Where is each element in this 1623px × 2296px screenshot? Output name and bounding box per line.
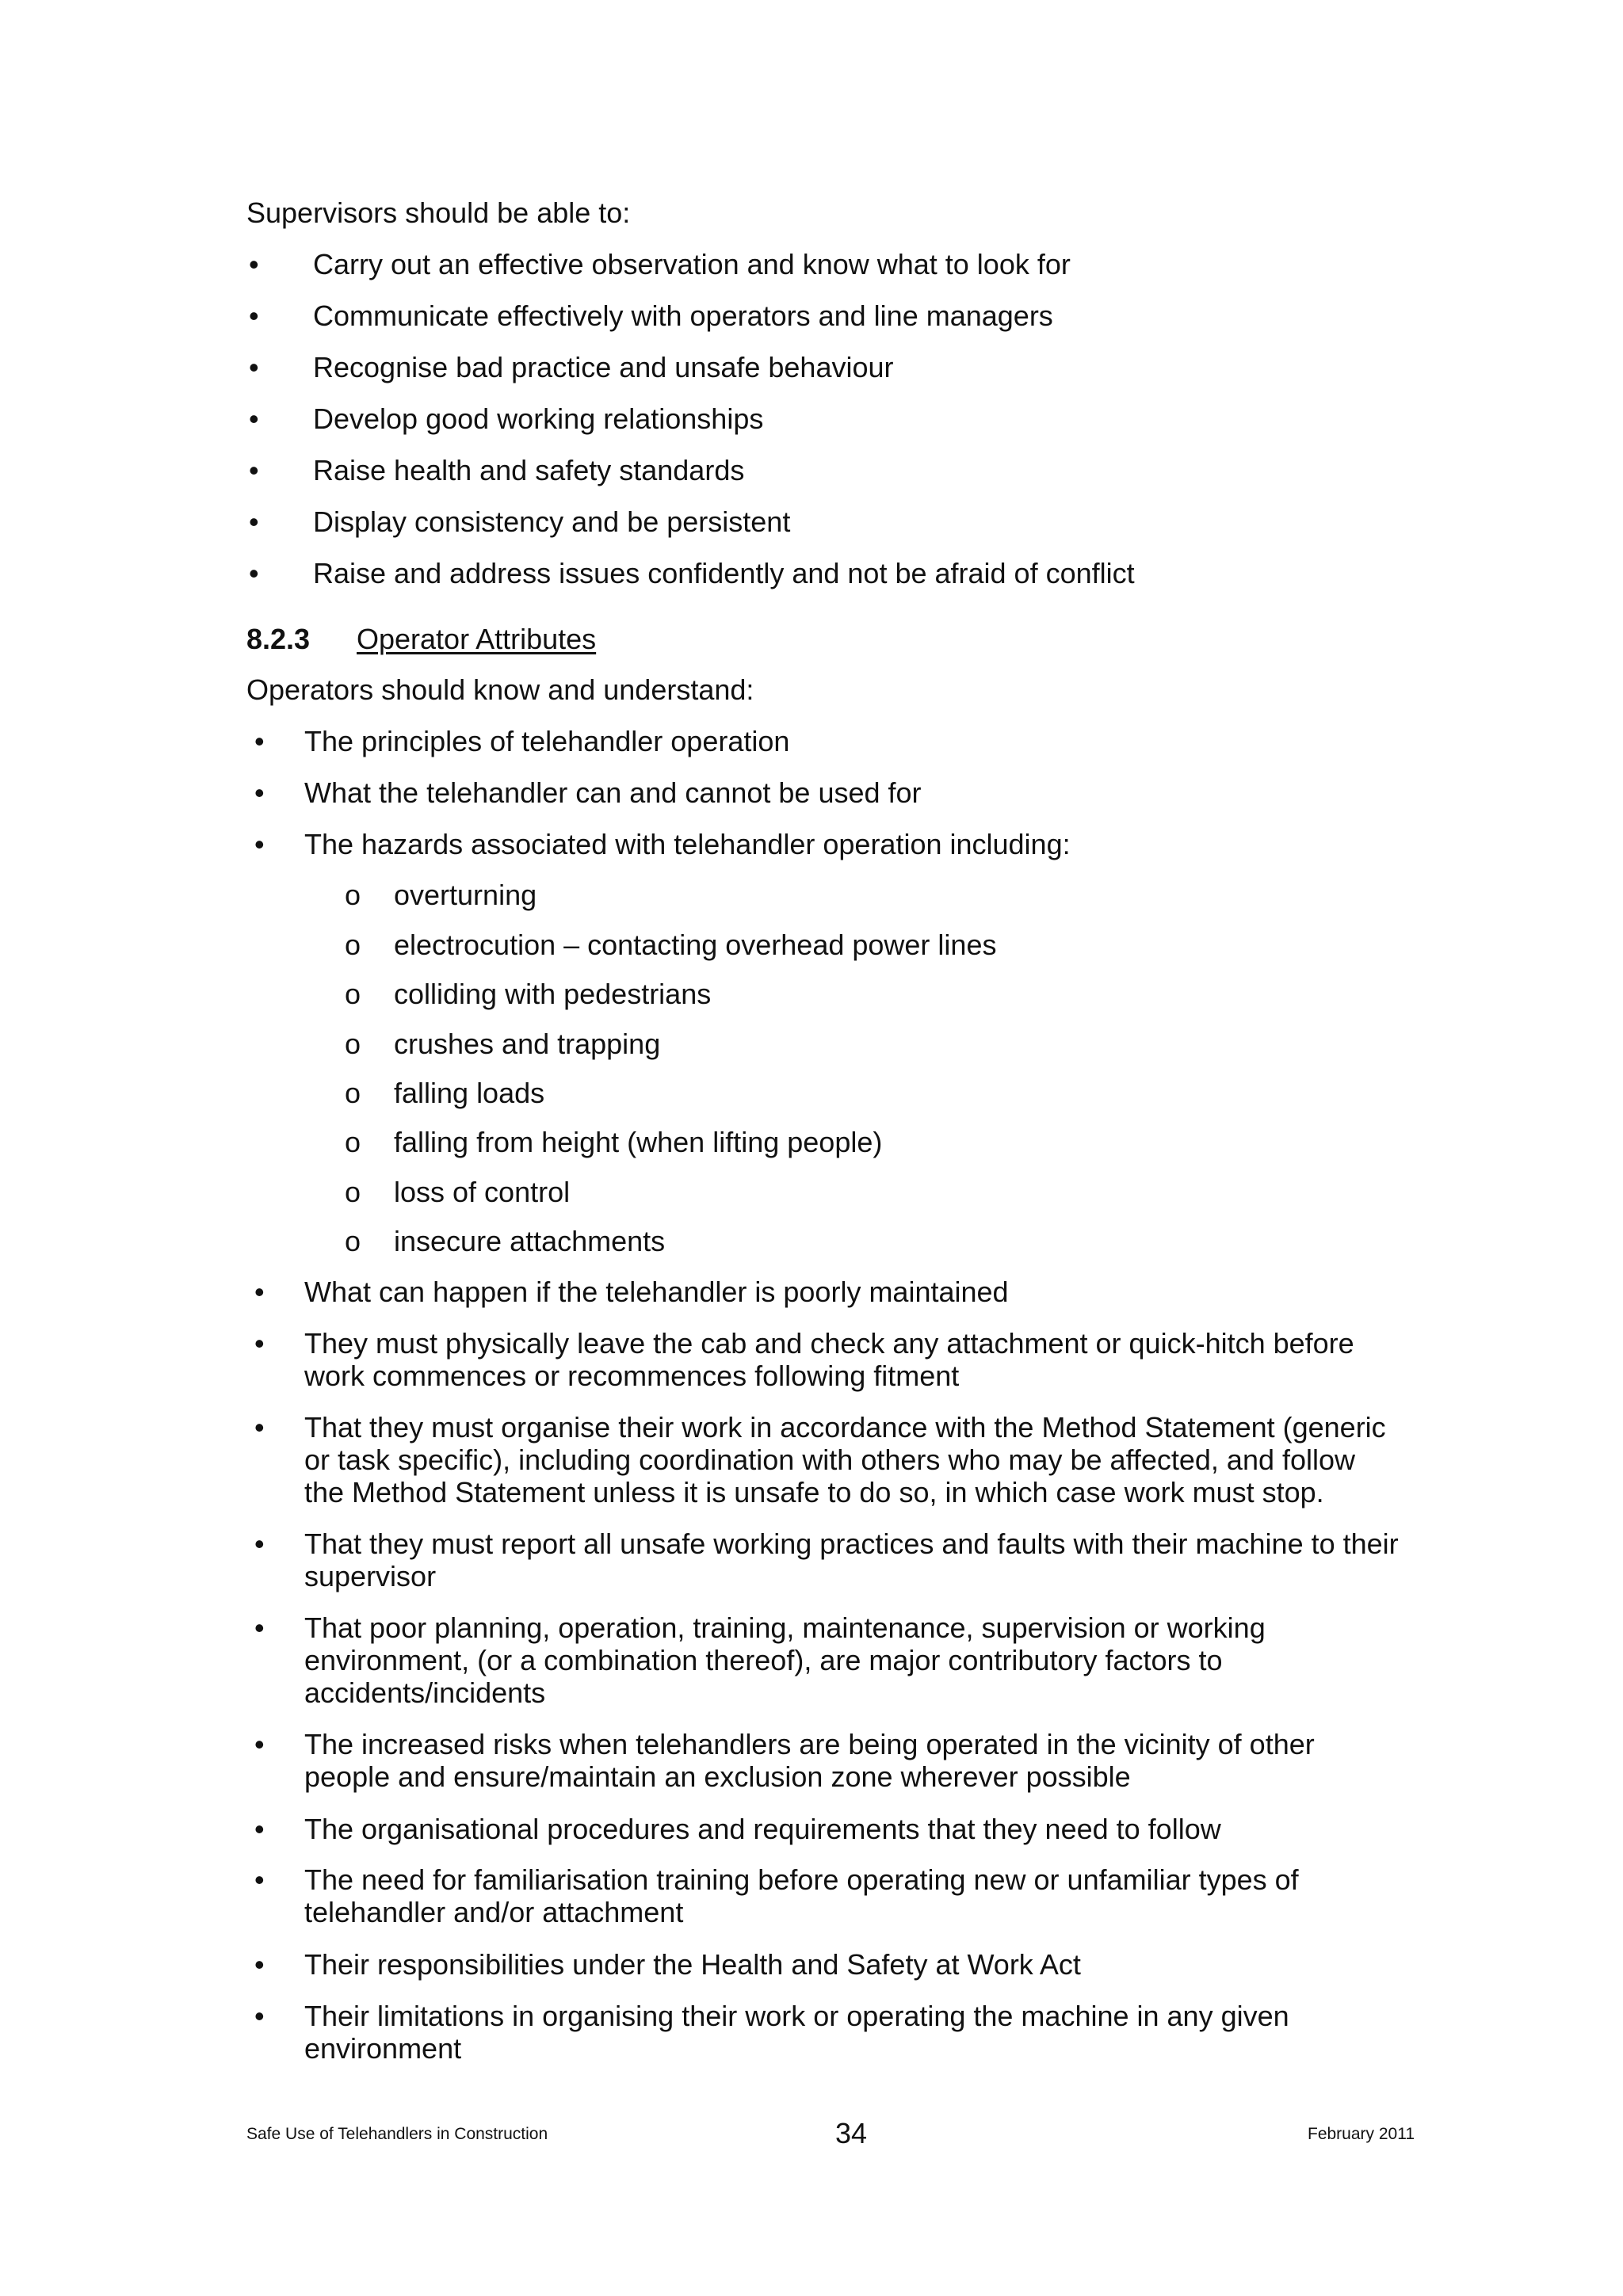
circle-bullet-icon: o: [345, 1176, 361, 1208]
list-item-text: Raise health and safety standards: [313, 454, 745, 486]
sublist-item-text: falling loads: [394, 1077, 545, 1109]
list-item-text: They must physically leave the cab and check any attachment or quick-hitch before: [304, 1327, 1354, 1360]
list-item-text: The organisational procedures and requirements that they need to follow: [304, 1813, 1221, 1845]
sublist-item-text: insecure attachments: [394, 1225, 666, 1257]
supervisors-intro: Supervisors should be able to:: [246, 196, 631, 229]
bullet-icon: •: [249, 454, 259, 486]
list-item-text: Carry out an effective observation and know what to look for: [313, 248, 1071, 280]
bullet-icon: •: [254, 1948, 265, 1981]
footer-date: February 2011: [1308, 2125, 1415, 2143]
bullet-icon: •: [254, 1527, 265, 1560]
list-item-text: Develop good working relationships: [313, 402, 764, 435]
list-item-text: accidents/incidents: [304, 1676, 546, 1709]
sublist-item-text: loss of control: [394, 1176, 571, 1208]
bullet-icon: •: [249, 351, 259, 383]
list-item-text: Their limitations in organising their work or operating the machine in any given: [304, 2000, 1289, 2032]
sublist-item-text: crushes and trapping: [394, 1028, 661, 1060]
bullet-icon: •: [249, 505, 259, 538]
list-item-text: The need for familiarisation training before operating new or unfamiliar types of: [304, 1863, 1299, 1896]
list-item-text: What the telehandler can and cannot be used for: [304, 776, 922, 809]
sublist-item-text: colliding with pedestrians: [394, 978, 712, 1010]
bullet-icon: •: [254, 1611, 265, 1644]
list-item-text: supervisor: [304, 1560, 437, 1592]
bullet-icon: •: [254, 725, 265, 757]
list-item-text: Communicate effectively with operators and line managers: [313, 299, 1053, 332]
list-item-text: Their responsibilities under the Health and Safety at Work Act: [304, 1948, 1081, 1981]
sublist-item-text: falling from height (when lifting people): [394, 1126, 883, 1158]
list-item-text: Raise and address issues confidently and not be afraid of conflict: [313, 557, 1135, 589]
list-item-text: That poor planning, operation, training, maintenance, supervision or working: [304, 1611, 1266, 1644]
list-item-text: The increased risks when telehandlers are being operated in the vicinity of other: [304, 1728, 1315, 1760]
operators-intro: Operators should know and understand:: [246, 673, 754, 706]
bullet-icon: •: [254, 1813, 265, 1845]
bullet-icon: •: [254, 2000, 265, 2032]
list-item-text: telehandler and/or attachment: [304, 1896, 684, 1928]
list-item-text: What can happen if the telehandler is poorly maintained: [304, 1276, 1009, 1308]
bullet-icon: •: [254, 1728, 265, 1760]
circle-bullet-icon: o: [345, 978, 361, 1010]
page-number: 34: [835, 2117, 868, 2149]
circle-bullet-icon: o: [345, 929, 361, 961]
sublist-item-text: overturning: [394, 879, 537, 911]
list-item-text: environment: [304, 2032, 462, 2065]
circle-bullet-icon: o: [345, 879, 361, 911]
list-item-text: the Method Statement unless it is unsafe to do so, in which case work must stop.: [304, 1476, 1324, 1508]
circle-bullet-icon: o: [345, 1077, 361, 1109]
bullet-icon: •: [254, 1276, 265, 1308]
list-item-text: That they must report all unsafe working practices and faults with their machine to their: [304, 1527, 1399, 1560]
list-item-text: people and ensure/maintain an exclusion zone wherever possible: [304, 1760, 1131, 1793]
bullet-icon: •: [254, 1327, 265, 1360]
list-item-text: Display consistency and be persistent: [313, 505, 791, 538]
bullet-icon: •: [249, 248, 259, 280]
sublist-item-text: electrocution – contacting overhead power lines: [394, 929, 997, 961]
section-number: 8.2.3: [246, 623, 311, 655]
circle-bullet-icon: o: [345, 1225, 361, 1257]
list-item-text: environment, (or a combination thereof), are major contributory factors to: [304, 1644, 1223, 1676]
list-item-text: or task specific), including coordination with others who may be affected, and follow: [304, 1444, 1356, 1476]
bullet-icon: •: [254, 776, 265, 809]
bullet-icon: •: [254, 1411, 265, 1444]
list-item-text: The principles of telehandler operation: [304, 725, 790, 757]
bullet-icon: •: [249, 299, 259, 332]
circle-bullet-icon: o: [345, 1126, 361, 1158]
list-item-text: The hazards associated with telehandler operation including:: [304, 828, 1071, 860]
footer-document-title: Safe Use of Telehandlers in Construction: [246, 2125, 548, 2143]
bullet-icon: •: [249, 402, 259, 435]
bullet-icon: •: [254, 828, 265, 860]
bullet-icon: •: [249, 557, 259, 589]
bullet-icon: •: [254, 1863, 265, 1896]
list-item-text: Recognise bad practice and unsafe behaviour: [313, 351, 894, 383]
list-item-text: work commences or recommences following fitment: [304, 1360, 960, 1392]
list-item-text: That they must organise their work in accordance with the Method Statement (generic: [304, 1411, 1386, 1444]
section-title: Operator Attributes: [357, 623, 597, 655]
circle-bullet-icon: o: [345, 1028, 361, 1060]
